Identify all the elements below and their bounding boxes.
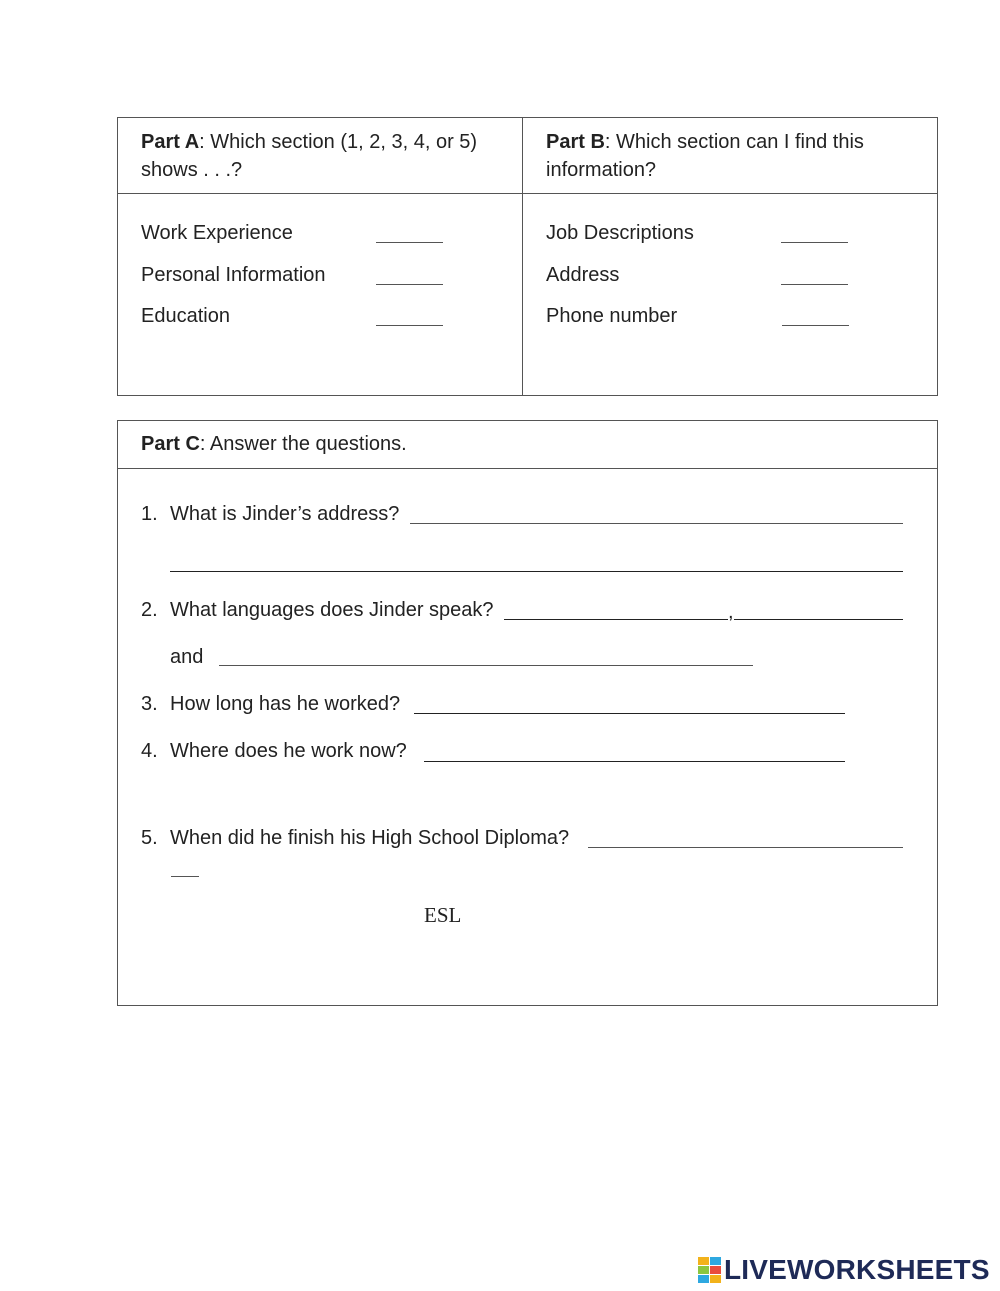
- question-1-answer-line-1[interactable]: [410, 523, 903, 524]
- question-2-answer-line-3[interactable]: [219, 665, 753, 666]
- question-2-answer-line-2[interactable]: [734, 619, 903, 620]
- liveworksheets-logo: [698, 1256, 990, 1284]
- question-4-answer-line[interactable]: [424, 761, 845, 762]
- question-5-answer-line-1[interactable]: [588, 847, 903, 848]
- question-1-text: What is Jinder’s address?: [170, 503, 400, 525]
- part-b-heading: [546, 128, 864, 156]
- part-b-answer-blank-1[interactable]: [781, 242, 848, 243]
- part-c-header-divider: [117, 468, 938, 469]
- part-a-item-education: Education: [141, 305, 230, 327]
- part-a-answer-blank-3[interactable]: [376, 325, 443, 326]
- question-1-answer-line-2[interactable]: [170, 571, 903, 572]
- part-a-label: Part A: [141, 131, 200, 153]
- part-b-answer-blank-2[interactable]: [781, 284, 848, 285]
- part-c-prompt: : Answer the questions.: [199, 433, 407, 455]
- question-2-answer-line-1[interactable]: [504, 619, 728, 620]
- part-b-label: Part B: [546, 131, 605, 153]
- part-c-label: Part C: [141, 433, 200, 455]
- part-c-heading: [141, 430, 407, 458]
- liveworksheets-mark-icon: [698, 1257, 721, 1283]
- question-4-text: Where does he work now?: [170, 740, 407, 762]
- question-3-answer-line[interactable]: [414, 713, 845, 714]
- question-5-answer-line-2[interactable]: [171, 876, 199, 877]
- question-4-number: 4.: [141, 740, 158, 762]
- question-5-text: When did he finish his High School Diploma?: [170, 827, 570, 849]
- part-b-answer-blank-3[interactable]: [782, 325, 849, 326]
- question-1-number: 1.: [141, 503, 158, 525]
- question-5-number: 5.: [141, 827, 158, 849]
- part-b-item-job-descriptions: Job Descriptions: [546, 222, 694, 244]
- part-a-prompt-line1: : Which section (1, 2, 3, 4, or 5): [199, 131, 478, 153]
- question-2-separator: ,: [728, 601, 734, 623]
- question-3-number: 3.: [141, 693, 158, 715]
- part-b-item-address: Address: [546, 264, 620, 286]
- part-a-answer-blank-1[interactable]: [376, 242, 443, 243]
- question-2-text: What languages does Jinder speak?: [170, 599, 494, 621]
- part-a-item-personal-information: Personal Information: [141, 264, 326, 286]
- question-2-and: and: [170, 646, 204, 668]
- part-b-prompt-line2: information?: [546, 159, 657, 181]
- part-b-prompt-line1: : Which section can I find this: [604, 131, 864, 153]
- liveworksheets-wordmark: LIVEWORKSHEETS: [724, 1254, 990, 1285]
- question-3-text: How long has he worked?: [170, 693, 401, 715]
- esl-note: ESL: [424, 903, 462, 927]
- part-a-prompt-line2: shows . . .?: [141, 159, 243, 181]
- part-b-item-phone-number: Phone number: [546, 305, 678, 327]
- table-column-divider: [522, 117, 523, 396]
- part-a-item-work-experience: Work Experience: [141, 222, 293, 244]
- question-2-number: 2.: [141, 599, 158, 621]
- part-a-heading: [141, 128, 477, 156]
- table-header-divider: [117, 193, 938, 194]
- part-a-answer-blank-2[interactable]: [376, 284, 443, 285]
